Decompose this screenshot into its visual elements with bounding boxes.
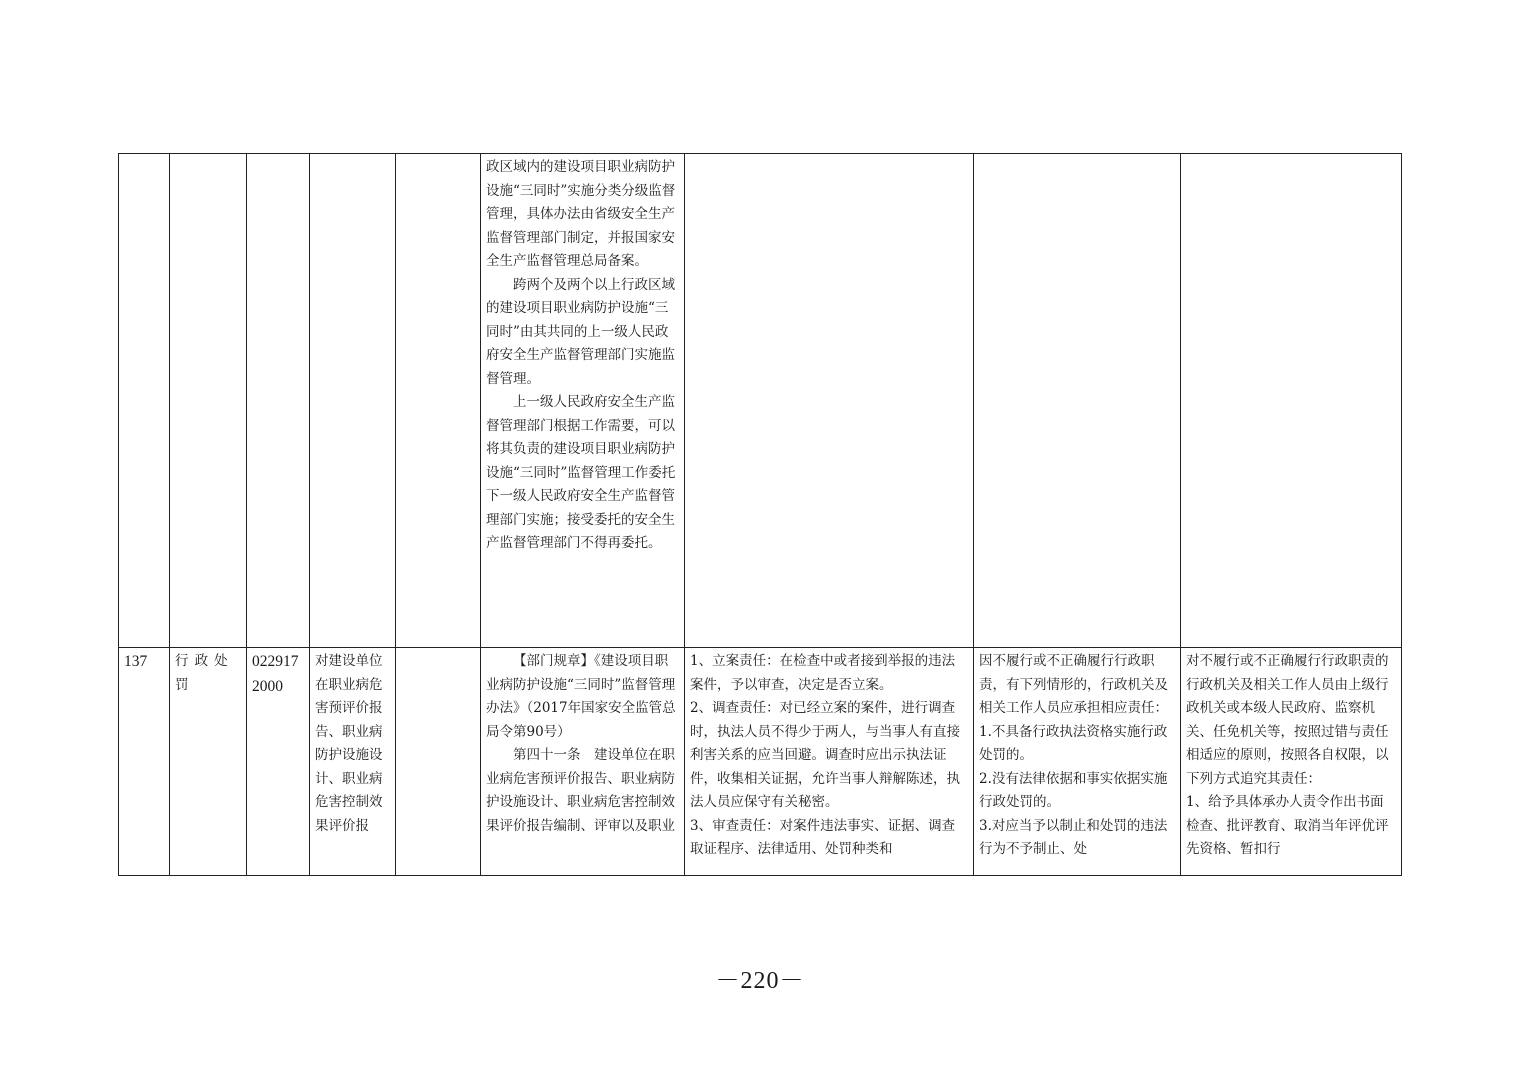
cell-basis	[481, 154, 685, 648]
cell-procedure	[1181, 154, 1402, 648]
cell-accountability	[974, 154, 1181, 648]
responsibility-paragraph: 1、立案责任：在检查中或者接到举报的违法案件，予以审查，决定是否立案。	[690, 653, 956, 693]
cell-name	[310, 648, 396, 876]
cell-procedure	[1181, 648, 1402, 876]
item-name: 对建设单位在职业病危害预评价报告、职业病防护设施设计、职业病危害控制效果评价报	[315, 653, 383, 834]
cell-sub	[396, 154, 481, 648]
basis-paragraph: 上一级人民政府安全生产监督管理部门根据工作需要，可以将其负责的建设项目职业病防护设施“三同时”监督管理工作委托下一级人民政府安全生产监督管理部门实施；接受委托的安全生产监督管理部门不得再委托。	[486, 394, 676, 551]
basis-paragraph: 政区域内的建设项目职业病防护设施“三同时”实施分类分级监督管理，具体办法由省级安全生产监督管理部门制定，并报国家安全生产监督管理总局备案。	[486, 159, 676, 269]
power-list-table	[118, 153, 1402, 876]
cell-accountability	[974, 648, 1181, 876]
procedure-paragraph: 对不履行或不正确履行行政职责的行政机关及相关工作人员由上级行政机关或本级人民政府、监察机关、任免机关等，按照过错与责任相适应的原则，按照各自权限，以下列方式追究其责任：	[1186, 653, 1389, 787]
basis-paragraph: 跨两个及两个以上行政区域的建设项目职业病防护设施“三同时”由其共同的上一级人民政府安全生产监督管理部门实施监督管理。	[486, 276, 675, 387]
cell-basis	[481, 648, 685, 876]
cell-no	[119, 154, 170, 648]
cell-responsibility	[685, 648, 974, 876]
cell-code	[247, 648, 310, 876]
cell-no	[119, 648, 170, 876]
cell-code	[247, 154, 310, 648]
item-code: 0229172000	[252, 653, 299, 695]
table-row-continued	[119, 154, 1402, 648]
cell-responsibility	[685, 154, 974, 648]
responsibility-paragraph: 2、调查责任：对已经立案的案件，进行调查时，执法人员不得少于两人，与当事人有直接利害关系的应当回避。调查时应出示执法证件，收集相关证据，允许当事人辩解陈述，执法人员应保守有关秘密。	[690, 700, 960, 810]
responsibility-paragraph: 3、审查责任：对案件违法事实、证据、调查取证程序、法律适用、处罚种类和	[690, 817, 956, 857]
basis-paragraph: 第四十一条 建设单位在职业病危害预评价报告、职业病防护设施设计、职业病危害控制效果评价报告编制、评审以及职业	[486, 747, 675, 834]
procedure-paragraph: 1、给予具体承办人责令作出书面检查、批评教育、取消当年评优评先资格、暂扣行	[1186, 794, 1389, 857]
item-number: 137	[124, 653, 148, 670]
cell-sub	[396, 648, 481, 876]
accountability-paragraph: 2.没有法律依据和事实依据实施行政处罚的。	[979, 770, 1168, 810]
accountability-paragraph: 因不履行或不正确履行行政职责，有下列情形的，行政机关及相关工作人员应承担相应责任：	[979, 653, 1168, 716]
cell-name	[310, 154, 396, 648]
accountability-paragraph: 3.对应当予以制止和处罚的违法行为不予制止、处	[979, 817, 1168, 857]
cell-type	[170, 648, 247, 876]
item-type: 行政处罚	[175, 653, 234, 693]
basis-paragraph: 【部门规章】《建设项目职业病防护设施“三同时”监督管理办法》（2017年国家安全监管总局令第90号）	[486, 653, 676, 740]
table-row-137	[119, 648, 1402, 876]
page-number: －220－	[715, 968, 805, 994]
cell-type	[170, 154, 247, 648]
accountability-paragraph: 1.不具备行政执法资格实施行政处罚的。	[979, 723, 1168, 763]
